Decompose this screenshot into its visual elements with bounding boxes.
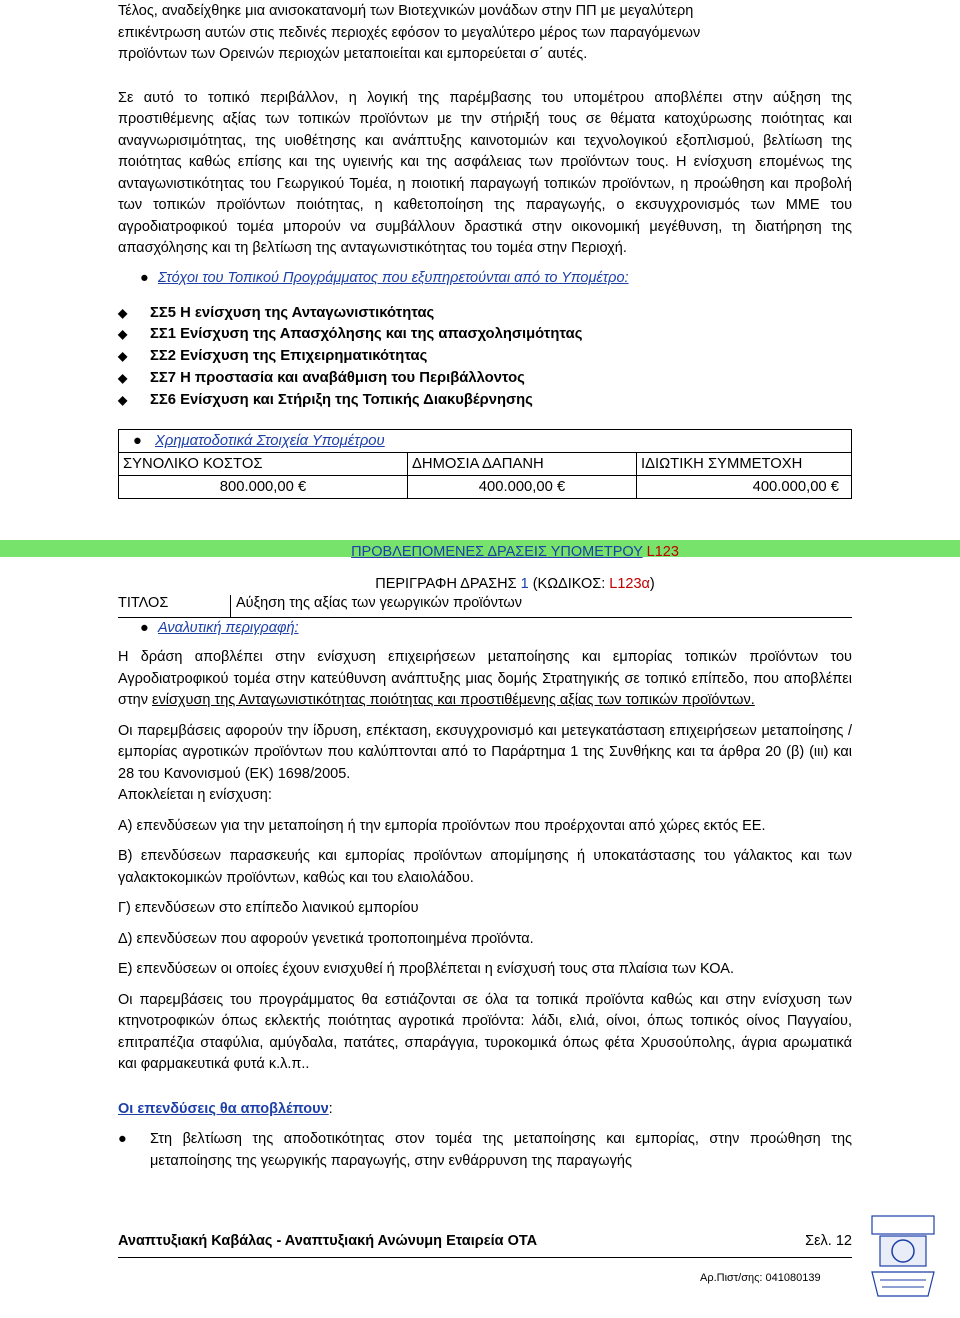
goal-item: ◆ ΣΣ5 Η ενίσχυση της Ανταγωνιστικότητας	[118, 303, 852, 325]
diamond-bullet-icon: ◆	[118, 327, 128, 342]
intro-paragraph	[118, 0, 852, 66]
title-row	[118, 595, 852, 618]
body-paragraph: Η δράση αποβλέπει στην ενίσχυση επιχειρήσεων μεταποίησης και εμπορίας τοπικών προϊόντων του Αγροδιατροφικού τομέα στην κατεύθυνση ανάπτυξης μιας δομής Στρατηγικής σε τοπικό επίπεδο, που αποβλέπει στην ενίσχυση της Ανταγωνιστικότητας ποιότητας και προστιθέμενης αξίας των τοπικών προϊόντων.	[118, 649, 852, 708]
diamond-bullet-icon: ◆	[118, 392, 128, 407]
measures-title: ΠΡΟΒΛΕΠΟΜΕΝΕΣ ΔΡΑΣΕΙΣ ΥΠΟΜΕΤΡΟΥ L123	[351, 544, 679, 560]
goal-item: ◆ ΣΣ2 Ενίσχυση της Επιχειρηματικότητας	[118, 346, 852, 368]
diamond-bullet-icon: ◆	[118, 349, 128, 364]
intro-line: επικέντρωση αυτών στις πεδινές περιοχές εφόσον το μεγαλύτερο μέρος των παραγόμενων	[118, 24, 701, 41]
exclusion-c: Γ) επενδύσεων στο επίπεδο λιανικού εμπορίου	[118, 900, 419, 916]
body-paragraph: Οι παρεμβάσεις του προγράμματος θα εστιάζονται σε όλα τα τοπικά προϊόντα καθώς και στην ενίσχυση των κτηνοτροφικών όπως εκλεκτής ποιότητας αγροτικά προϊόντα: λάδι, ελιά, οίνοι, όπως τοπικός οίνος Παγγαίου, επιτραπέζια σταφύλια, αμύγδαλα, πατάτες, σπαράγγια, τυροκομικά όπως φέτα Χρυσούπολης, άγρια αρωματικά και φαρμακευτικά φυτά κ.λ.π..	[118, 991, 852, 1072]
investments-heading: Οι επενδύσεις θα αποβλέπουν:	[118, 1100, 333, 1117]
measures-section	[118, 542, 852, 1172]
goals-heading: Στόχοι του Τοπικού Προγράμματος που εξυπηρετούνται από το Υπομέτρο:	[158, 269, 629, 286]
goals-heading-line	[118, 268, 852, 289]
body-paragraph: Αποκλείεται η ενίσχυση:	[118, 787, 272, 803]
finance-header: ΔΗΜΟΣΙΑ ΔΑΠΑΝΗ	[408, 453, 637, 476]
footer-org: Αναπτυξιακή Καβάλας - Αναπτυξιακή Ανώνυμη Εταιρεία ΟΤΑ	[118, 1233, 538, 1249]
finance-heading: Χρηματοδοτικά Στοιχεία Υπομέτρου	[155, 433, 385, 450]
analysis-heading: Αναλυτική περιγραφή:	[158, 620, 299, 636]
intro-line: Τέλος, αναδείχθηκε μια ανισοκατανομή των Βιοτεχνικών μονάδων στην ΠΠ με μεγαλύτερη	[118, 3, 694, 19]
exclusion-d: Δ) επενδύσεων που αφορούν γενετικά τροποποιημένα προϊόντα.	[118, 930, 534, 947]
action-description-title: ΠΕΡΙΓΡΑΦΗ ΔΡΑΣΗΣ 1 (ΚΩΔΙΚΟΣ: L123α)	[375, 575, 655, 592]
finance-header: ΣΥΝΟΛΙΚΟ ΚΟΣΤΟΣ	[119, 453, 408, 476]
finance-value: 800.000,00 €	[119, 476, 408, 499]
title-label: ΤΙΤΛΟΣ	[118, 595, 169, 611]
bullet-icon: ●	[118, 1131, 127, 1147]
exclusion-e: Ε) επενδύσεων οι οποίες έχουν ενισχυθεί ή προβλέπεται η ενίσχυσή τους στα πλαίσια των ΚΟΑ.	[118, 961, 734, 977]
investment-item: ● Στη βελτίωση της αποδοτικότητας στον τομέα της μεταποίησης και εμπορίας, στην προώθηση της μεταποίησης της γεωργικής παραγωγής, στην ενθάρρυνση της παραγωγής	[118, 1131, 852, 1169]
exclusion-b: Β) επενδύσεων παρασκευής και εμπορίας προϊόντων απομίμησης ή υποκατάστασης του γάλακτος και των γαλακτοκομικών προϊόντων, καθώς και του ελαιολάδου.	[118, 848, 852, 886]
intro-line: προϊόντων των Ορεινών περιοχών μεταποιείται και εμπορεύεται σ΄ αυτές.	[118, 46, 588, 62]
bullet-icon: ●	[140, 269, 149, 286]
diamond-bullet-icon: ◆	[118, 305, 128, 320]
analysis-heading-line	[118, 618, 852, 639]
certification-number: Αρ.Πιστ/σης: 041080139	[700, 1272, 821, 1284]
finance-value: 400.000,00 €	[408, 476, 637, 499]
exclusion-a: Α) επενδύσεων για την μεταποίηση ή την εμπορία προϊόντων που προέρχονται από χώρες εκτός ΕΕ.	[118, 817, 766, 834]
page-number: Σελ. 12	[805, 1233, 852, 1249]
certification-logo-icon	[866, 1214, 940, 1300]
diamond-bullet-icon: ◆	[118, 370, 128, 385]
goal-item: ◆ ΣΣ7 Η προστασία και αναβάθμιση του Περιβάλλοντος	[118, 368, 852, 390]
document-page	[118, 0, 852, 499]
body-paragraph: Οι παρεμβάσεις αφορούν την ίδρυση, επέκταση, εκσυγχρονισμό και μετεγκατάσταση επιχειρήσεων μεταποίησης / εμπορίας αγροτικών προϊόντων που καλύπτονται από το Παράρτημα 1 της Συνθήκης και τα άρθρα 20 (β) (ιιι) και 28 του Κανονισμού (ΕΚ) 1698/2005.	[118, 722, 852, 782]
finance-header: ΙΔΙΩΤΙΚΗ ΣΥΜΜΕΤΟΧΗ	[637, 453, 852, 476]
bullet-icon: ●	[133, 433, 142, 450]
title-divider	[230, 595, 231, 617]
finance-heading-cell	[119, 430, 852, 453]
finance-table	[118, 429, 852, 499]
finance-value: 400.000,00 €	[637, 476, 852, 499]
title-value: Αύξηση της αξίας των γεωργικών προϊόντων	[236, 595, 522, 611]
footer-divider	[118, 1257, 852, 1258]
context-paragraph: Σε αυτό το τοπικό περιβάλλον, η λογική της παρέμβασης του υπομέτρου αποβλέπει στην αύξηση της προστιθέμενης αξίας των τοπικών προϊόντων με την στήριξή τους σε θέματα κατοχύρωσης ποιότητας και αναγνωρισιμότητας, της υιοθέτησης και ανάπτυξης καινοτομιών και τεχνολογικού εξοπλισμού, βελτίωση της ποιότητας καθώς επίσης και της υγιεινής και της ασφάλειας των προϊόντων τους. Η ενίσχυση επομένως της ανταγωνιστικότητας του Γεωργικού Τομέα, η ποιοτική παραγωγή τοπικών προϊόντων, η προώθηση και προβολή των τοπικών προϊόντων ποιότητας, η καθετοποίηση της παραγωγής, ο εκσυγχρονισμός των ΜΜΕ του αγροδιατροφικού τομέα μπορούν να συμβάλλουν δραστικά στην οικονομική μεγέθυνση, τη διατήρηση της απασχόλησης και τη βελτίωση της ανταγωνιστικότητας του τομέα στην Περιοχή.	[118, 89, 852, 256]
footer	[118, 1233, 852, 1249]
bullet-icon: ●	[140, 620, 149, 636]
goals-list	[118, 303, 852, 412]
goal-item: ◆ ΣΣ6 Ενίσχυση και Στήριξη της Τοπικής Διακυβέρνησης	[118, 390, 852, 412]
goal-item: ◆ ΣΣ1 Ενίσχυση της Απασχόλησης και της απασχολησιμότητας	[118, 324, 852, 346]
